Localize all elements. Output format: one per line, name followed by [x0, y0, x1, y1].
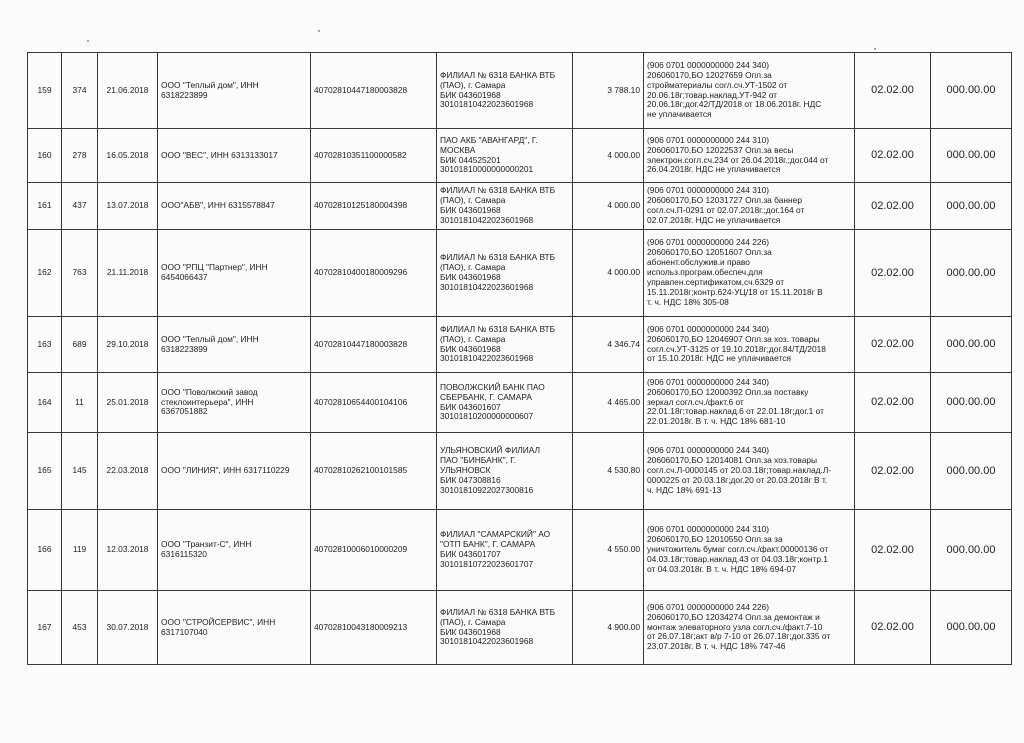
payee-bank-line: БИК 044525201: [440, 154, 501, 165]
payment-purpose-line: 20.06.18г;дог.42/ТД/2018 от 18.06.2018г. НДС: [647, 99, 822, 110]
payment-purpose: [644, 591, 855, 665]
payment-purpose-line: 206060170,БО 12027659 Опл.за: [647, 69, 772, 80]
payee-name: [158, 373, 311, 433]
payment-purpose-line: 206060170,БО 12000392 Опл.за поставку: [647, 386, 809, 397]
payee-bank: [437, 510, 573, 591]
payee-name-line: 6318223899: [161, 343, 208, 354]
payment-date: 30.07.2018: [98, 591, 158, 665]
payee-name: [158, 230, 311, 317]
payee-name-line: ООО "Теплый дом", ИНН: [161, 333, 259, 344]
classification-code: 02.02.00: [855, 317, 931, 373]
payment-purpose-line: 206060170,БО 12051607 Опл.за: [647, 247, 772, 258]
payee-name: [158, 129, 311, 183]
classification-code: 02.02.00: [855, 433, 931, 510]
payee-name-line: ООО "РПЦ "Партнер", ИНН: [161, 262, 268, 273]
payee-bank-line: 30101810422023601968: [440, 353, 534, 364]
payment-purpose: [644, 317, 855, 373]
row-number: 160: [28, 129, 62, 183]
scan-speck: [318, 30, 320, 32]
payment-sum: 4 000.00: [573, 129, 644, 183]
document-number: 437: [62, 183, 98, 230]
payee-name-line: ООО "СТРОЙСЕРВИС", ИНН: [161, 616, 276, 627]
payee-bank: [437, 53, 573, 129]
table-row: [28, 183, 1012, 230]
payment-purpose-line: 22.01.18г;товар.наклад.6 от 22.01.18г;дог.1 от: [647, 406, 824, 417]
payment-purpose-line: (906 0701 0000000000 244 340): [647, 445, 770, 456]
payment-date: 13.07.2018: [98, 183, 158, 230]
code-value: 000.00.00: [931, 183, 1012, 230]
payee-bank-line: УЛЬЯНОВСКИЙ ФИЛИАЛ: [440, 445, 541, 456]
row-number: 165: [28, 433, 62, 510]
payment-purpose-line: электрон.согл.сч.234 от 26.04.2018г.;дог.044 от: [647, 154, 829, 165]
payee-name: [158, 510, 311, 591]
payee-account: 40702810447180003828: [311, 317, 437, 373]
payee-bank-line: БИК 043601607: [440, 401, 501, 412]
payment-purpose-line: (906 0701 0000000000 244 226): [647, 601, 770, 612]
payment-purpose-line: стройматериалы согл.сч.УТ-1502 от: [647, 79, 788, 90]
row-number: 163: [28, 317, 62, 373]
document-number: 145: [62, 433, 98, 510]
table-row: [28, 510, 1012, 591]
row-number: 167: [28, 591, 62, 665]
payee-bank: [437, 129, 573, 183]
payee-name-line: стеклоинтерьера", ИНН: [161, 396, 254, 407]
payment-purpose-line: согл.сч.Л-0000145 от 20.03.18г;товар.наклад.Л-: [647, 465, 832, 476]
payee-bank-line: 30101810722023601707: [440, 558, 534, 569]
payment-purpose-line: абонент.обслужив.и право: [647, 257, 750, 268]
payee-account: 40702810262100101585: [311, 433, 437, 510]
payee-account: 40702810351100000582: [311, 129, 437, 183]
table-row: [28, 317, 1012, 373]
table-row: [28, 373, 1012, 433]
payment-sum: 4 000.00: [573, 183, 644, 230]
payment-purpose-line: 02.07.2018г. НДС не уплачивается: [647, 214, 781, 225]
payee-bank-line: ПАО АКБ "АВАНГАРД", Г.: [440, 134, 538, 145]
payee-bank: [437, 373, 573, 433]
payee-bank-line: БИК 043601968: [440, 205, 501, 215]
document-number: 11: [62, 373, 98, 433]
payee-bank-line: БИК 043601707: [440, 549, 501, 559]
payee-name-line: 6317107040: [161, 626, 208, 637]
payment-purpose-line: согл.сч.УТ-3125 от 19.10.2018г;дог.84/ТД/2018: [647, 343, 826, 354]
payment-purpose-line: (906 0701 0000000000 244 310): [647, 524, 770, 535]
payee-bank-line: 30101810422023601968: [440, 214, 534, 225]
payment-purpose: [644, 373, 855, 433]
payee-name-line: ООО"АБВ", ИНН 6315578847: [161, 200, 275, 211]
payment-date: 21.06.2018: [98, 53, 158, 129]
table-row: [28, 230, 1012, 317]
payee-name: [158, 591, 311, 665]
payee-bank-line: БИК 043601968: [440, 343, 501, 354]
payee-account: 40702810447180003828: [311, 53, 437, 129]
code-value: 000.00.00: [931, 433, 1012, 510]
payee-bank-line: УЛЬЯНОВСК: [440, 465, 491, 476]
payee-bank: [437, 183, 573, 230]
payee-bank-line: СБЕРБАНК, Г. САМАРА: [440, 391, 532, 402]
code-value: 000.00.00: [931, 230, 1012, 317]
payee-bank-line: (ПАО), г. Самара: [440, 195, 506, 206]
code-value: 000.00.00: [931, 129, 1012, 183]
payment-purpose-line: 206060170,БО 12010550 Опл.за за: [647, 534, 783, 545]
classification-code: 02.02.00: [855, 183, 931, 230]
code-value: 000.00.00: [931, 53, 1012, 129]
document-number: 119: [62, 510, 98, 591]
payee-bank-line: МОСКВА: [440, 144, 476, 155]
payment-purpose-line: (906 0701 0000000000 244 340): [647, 376, 770, 387]
payment-date: 25.01.2018: [98, 373, 158, 433]
payment-sum: 4 550.00: [573, 510, 644, 591]
payee-bank-line: 30101810000000000201: [440, 164, 534, 175]
payee-bank-line: ФИЛИАЛ № 6318 БАНКА ВТБ: [440, 606, 556, 617]
code-value: 000.00.00: [931, 591, 1012, 665]
table-row: [28, 433, 1012, 510]
payment-purpose: [644, 230, 855, 317]
payment-sum: 3 788.10: [573, 53, 644, 129]
payee-bank-line: БИК 047308816: [440, 474, 501, 485]
payment-purpose-line: использ.програм.обеспеч.для: [647, 267, 763, 278]
payment-purpose-line: (906 0701 0000000000 244 226): [647, 237, 770, 248]
payment-purpose-line: (906 0701 0000000000 244 340): [647, 323, 770, 334]
payee-name-line: ООО "Транзит-С", ИНН: [161, 539, 252, 550]
payee-name: [158, 53, 311, 129]
payee-bank-line: БИК 043601968: [440, 626, 501, 637]
document-number: 374: [62, 53, 98, 129]
payment-purpose: [644, 183, 855, 230]
payee-bank-line: БИК 043601968: [440, 89, 501, 100]
payment-purpose: [644, 129, 855, 183]
payee-bank: [437, 433, 573, 510]
payee-bank-line: "ОТП БАНК", Г. САМАРА: [440, 539, 536, 550]
code-value: 000.00.00: [931, 317, 1012, 373]
payment-purpose-line: (906 0701 0000000000 244 340): [647, 59, 770, 70]
payment-purpose-line: 206060170,БО 12034274 Опл.за демонтаж и: [647, 611, 820, 622]
payment-purpose-line: ч. НДС 18% 691-13: [647, 484, 722, 495]
payment-purpose-line: от 15.10.2018г. НДС не уплачивается: [647, 353, 791, 364]
payee-bank-line: (ПАО), г. Самара: [440, 79, 506, 90]
payment-purpose: [644, 433, 855, 510]
payment-sum: 4 000.00: [573, 230, 644, 317]
payment-purpose-line: 206060170,БО 12046907 Опл.за хоз. товары: [647, 333, 820, 344]
payee-name-line: 6367051882: [161, 406, 208, 417]
payee-name-line: ООО "ЛИНИЯ", ИНН 6317110229: [161, 465, 290, 476]
payee-account: 40702810400180009296: [311, 230, 437, 317]
scan-speck: [87, 40, 89, 42]
payment-purpose-line: (906 0701 0000000000 244 310): [647, 134, 770, 145]
table-row: [28, 129, 1012, 183]
payee-name-line: ООО "ВЕС", ИНН 6313133017: [161, 149, 278, 160]
code-value: 000.00.00: [931, 373, 1012, 433]
payee-name: [158, 317, 311, 373]
payment-purpose: [644, 510, 855, 591]
payment-date: 16.05.2018: [98, 129, 158, 183]
payment-purpose-line: 22.01.2018г. В т. ч. НДС 18% 681-10: [647, 416, 786, 427]
payment-purpose-line: согл.сч.П-0291 от 02.07.2018г.;дог.164 от: [647, 205, 805, 215]
payee-bank: [437, 317, 573, 373]
payment-purpose-line: 23.07.2018г. В т. ч. НДС 18% 747-46: [647, 641, 786, 652]
payment-purpose-line: 206060170,БО 12014081 Опл.за хоз.товары: [647, 455, 818, 466]
classification-code: 02.02.00: [855, 373, 931, 433]
classification-code: 02.02.00: [855, 591, 931, 665]
payee-name-line: 6318223899: [161, 89, 208, 100]
payment-purpose-line: т. ч. НДС 18% 305-08: [647, 296, 729, 307]
payee-name-line: ООО "Теплый дом", ИНН: [161, 79, 259, 90]
payee-bank-line: ПАО "БИНБАНК", Г.: [440, 455, 517, 466]
table-row: [28, 591, 1012, 665]
payee-bank-line: ФИЛИАЛ № 6318 БАНКА ВТБ: [440, 252, 556, 263]
payment-sum: 4 465.00: [573, 373, 644, 433]
payment-purpose-line: 20.06.18г;товар.наклад.УТ-942 от: [647, 89, 778, 100]
payment-purpose-line: 0000225 от 20.03.18г;дог.20 от 20.03.2018г В т.: [647, 474, 828, 485]
payee-bank-line: ФИЛИАЛ "САМАРСКИЙ" АО: [440, 529, 551, 540]
payment-purpose-line: от 26.07.18г;акт в/р 7-10 от 26.07.18г;дог.335 от: [647, 631, 831, 642]
table-row: [28, 53, 1012, 129]
payment-date: 29.10.2018: [98, 317, 158, 373]
document-number: 453: [62, 591, 98, 665]
payee-bank-line: 30101810422023601968: [440, 281, 534, 292]
payee-bank-line: (ПАО), г. Самара: [440, 333, 506, 344]
payment-purpose-line: не уплачивается: [647, 109, 712, 120]
document-number: 763: [62, 230, 98, 317]
payee-account: 40702810006010000209: [311, 510, 437, 591]
payment-purpose-line: 206060170,БО 12022537 Опл.за весы: [647, 144, 794, 155]
payee-name-line: 6316115320: [161, 549, 207, 559]
payment-purpose-line: 04.03.18г;товар.наклад.43 от 04.03.18г;контр.1: [647, 553, 828, 564]
payee-name-line: ООО "Поволжский завод: [161, 386, 258, 397]
payment-purpose-line: уничтожитель бумаг согл.сч./факт.00000136 от: [647, 544, 829, 555]
payee-bank-line: (ПАО), г. Самара: [440, 616, 506, 627]
classification-code: 02.02.00: [855, 129, 931, 183]
payee-bank-line: 30101810422023601968: [440, 99, 534, 110]
payee-bank-line: ФИЛИАЛ № 6318 БАНКА ВТБ: [440, 69, 556, 80]
payment-date: 12.03.2018: [98, 510, 158, 591]
classification-code: 02.02.00: [855, 53, 931, 129]
payment-sum: 4 530.80: [573, 433, 644, 510]
payment-purpose-line: (906 0701 0000000000 244 310): [647, 185, 770, 196]
row-number: 166: [28, 510, 62, 591]
payment-date: 21.11.2018: [98, 230, 158, 317]
document-number: 278: [62, 129, 98, 183]
payee-bank-line: БИК 043601968: [440, 272, 501, 282]
payment-purpose-line: 26.04.2018г. НДС не уплачивается: [647, 164, 781, 175]
payee-bank-line: ФИЛИАЛ № 6318 БАНКА ВТБ: [440, 185, 556, 196]
payment-sum: 4 346.74: [573, 317, 644, 373]
scan-speck: [874, 48, 876, 50]
payee-bank-line: ФИЛИАЛ № 6318 БАНКА ВТБ: [440, 323, 556, 334]
document-number: 689: [62, 317, 98, 373]
payment-purpose-line: зеркал согл.сч./факт.6 от: [647, 396, 744, 407]
payment-purpose-line: монтаж элеваторного узла согл.сч./факт.7-10: [647, 621, 823, 632]
payee-name: [158, 183, 311, 230]
classification-code: 02.02.00: [855, 230, 931, 317]
payee-name: [158, 433, 311, 510]
classification-code: 02.02.00: [855, 510, 931, 591]
payment-purpose-line: 15.11.2018г;контр.624-УЦ/18 от 15.11.2018г В: [647, 286, 823, 297]
payee-bank-line: (ПАО), г. Самара: [440, 262, 506, 273]
payee-account: 40702810654400104106: [311, 373, 437, 433]
payment-purpose: [644, 53, 855, 129]
payee-bank-line: 30101810922027300816: [440, 484, 534, 495]
payee-account: 40702810043180009213: [311, 591, 437, 665]
payee-bank: [437, 230, 573, 317]
payee-account: 40702810125180004398: [311, 183, 437, 230]
row-number: 159: [28, 53, 62, 129]
payee-bank: [437, 591, 573, 665]
payment-purpose-line: от 04.03.2018г. В т. ч. НДС 18% 694-07: [647, 563, 796, 574]
payee-bank-line: 30101810200000000607: [440, 411, 534, 422]
payee-bank-line: ПОВОЛЖСКИЙ БАНК ПАО: [440, 381, 545, 392]
payee-bank-line: 30101810422023601968: [440, 636, 534, 647]
row-number: 162: [28, 230, 62, 317]
payee-name-line: 6454066437: [161, 272, 208, 282]
payment-sum: 4 900.00: [573, 591, 644, 665]
row-number: 161: [28, 183, 62, 230]
payment-purpose-line: 206060170,БО 12031727 Опл.за баннер: [647, 195, 802, 206]
code-value: 000.00.00: [931, 510, 1012, 591]
payment-purpose-line: управлен.сертификатом,сч.6329 от: [647, 276, 785, 287]
payment-date: 22.03.2018: [98, 433, 158, 510]
payment-register-table: [27, 52, 1012, 665]
row-number: 164: [28, 373, 62, 433]
